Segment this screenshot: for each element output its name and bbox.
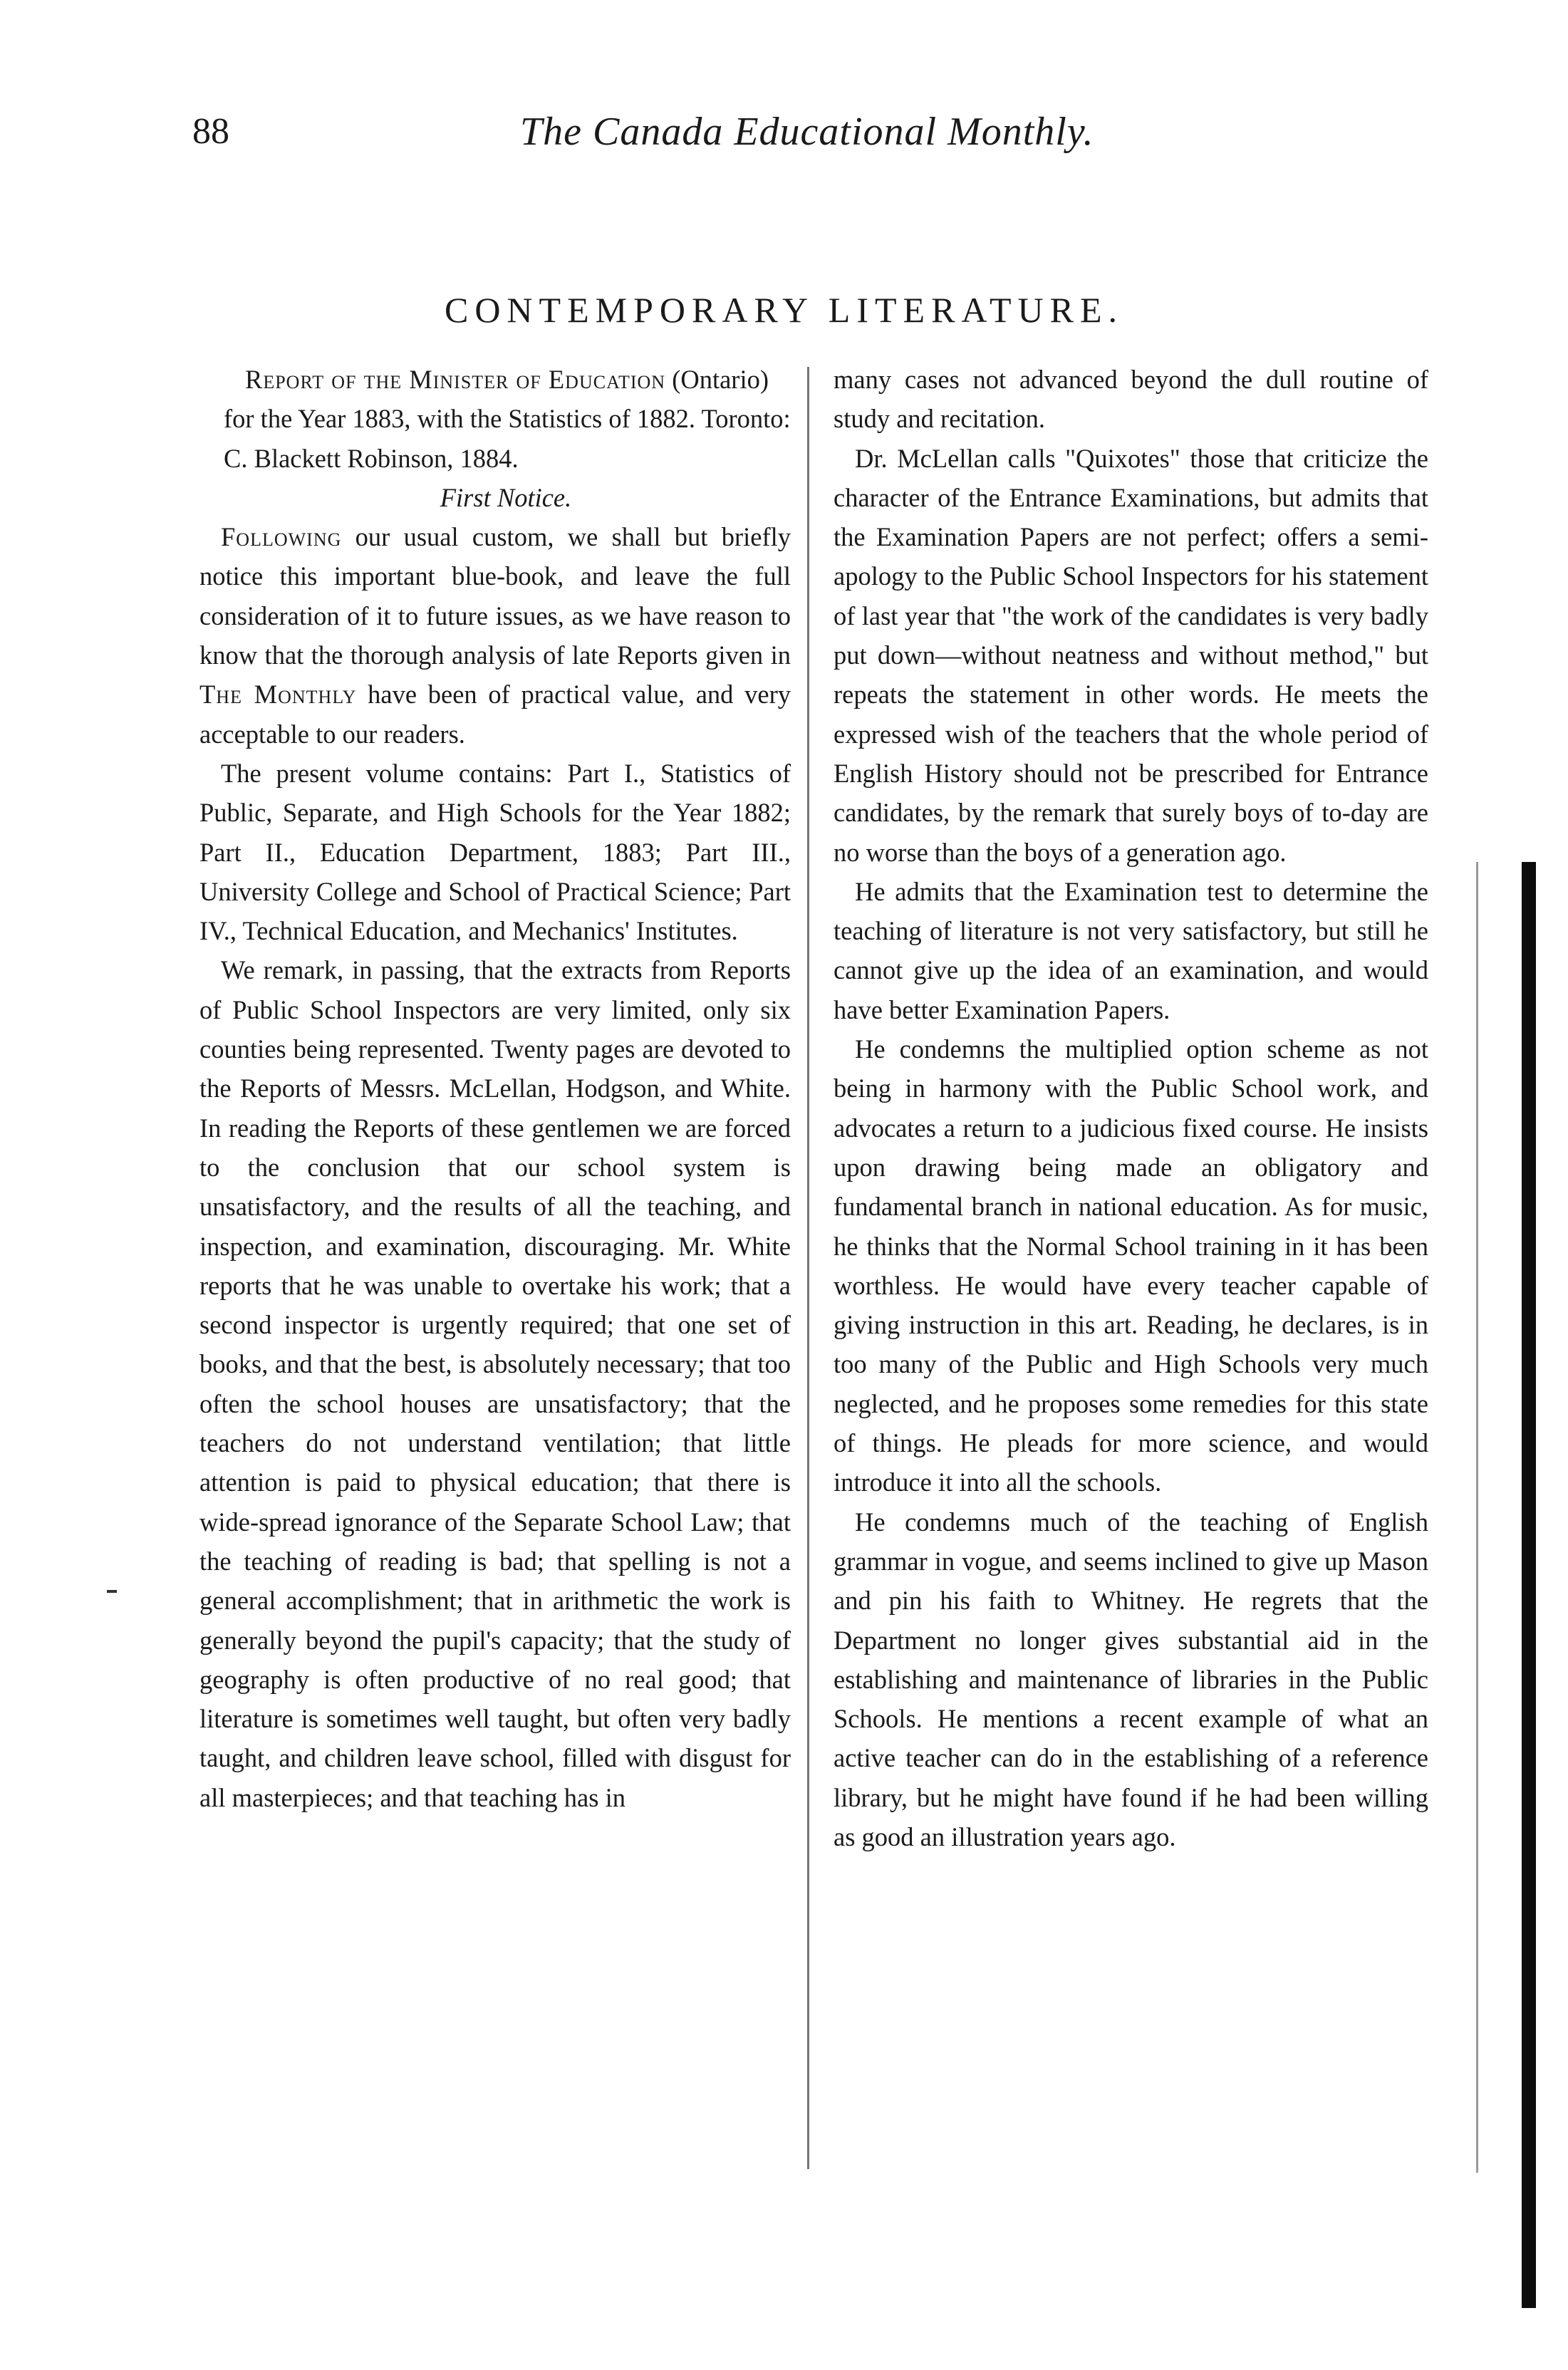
scan-edge-bar [1522, 862, 1536, 2308]
running-head [192, 107, 1403, 171]
page-number: 88 [192, 111, 229, 152]
paragraph-continued: many cases not advanced beyond the dull routine of study and recitation. [834, 365, 1428, 434]
paragraph-examination-test: He admits that the Examination test to determine the teaching of literature is not very satisfactory, but still he cannot give up the idea of an examination, and would have better Examination Papers. [834, 876, 1428, 1024]
journal-title: The Canada Educational Monthly. [520, 110, 1094, 154]
scan-edge-line [1476, 862, 1478, 2173]
review-citation [199, 360, 791, 478]
right-column [834, 360, 1428, 1856]
column-divider [807, 367, 809, 2169]
paragraph-1-lead: Following [221, 522, 342, 552]
citation-lead: Report of the Minister of Education [245, 365, 666, 394]
paragraph-2: The present volume contains: Part I., Statistics of Public, Separate, and High Schools for the Year 1882; Part II., Education Department, 1883; Part III., University College and School of Practical Science; Part IV., Technical Education, and Mechanics' Institutes. [199, 758, 791, 946]
left-column [199, 360, 791, 1817]
paragraph-1-text-a: our usual custom, we shall but briefly notice this important blue-book, and leave the full consideration of it to future issues, as we have reason to know that the thorough analysis of late Reports given in [199, 522, 791, 670]
paragraph-1-text-b: have been of practical value, and very acceptable to our readers. [199, 680, 791, 749]
first-notice-label: First Notice. [440, 482, 572, 512]
stray-ink-mark [107, 1590, 117, 1593]
paragraph-3: We remark, in passing, that the extracts from Reports of Public School Inspectors are very limited, only six counties being represented. Twenty pages are devoted to the Reports of Messrs. McLellan, Hodgson, and White. In reading the Reports of these gentlemen we are forced to the conclusion that our school system is unsatisfactory, and the results of all the teaching, and inspection, and examination, discouraging. Mr. White reports that he was unable to overtake his work; that a second inspector is urgently required; that one set of books, and that the best, is absolutely necessary; that too often the school houses are unsatisfactory; that the teachers do not understand ventilation; that little attention is paid to physical education; that there is wide-spread ignorance of the Separate School Law; that the teaching of reading is bad; that spelling is not a general accomplishment; that in arithmetic the work is generally beyond the pupil's capacity; that the study of geography is often productive of no real good; that literature is sometimes well taught, but often very badly taught, and children leave school, filled with disgust for all masterpieces; and that teaching has in [199, 955, 791, 1812]
paragraph-1 [199, 517, 791, 754]
monthly-name: The Monthly [199, 680, 357, 710]
paragraph-mclellan: Dr. McLellan calls "Quixotes" those that criticize the character of the Entrance Examinations, but admits that the Examination Papers are not perfect; offers a semi-apology to the Public School Inspectors for his statement of last year that "the work of the candidates is very badly put down—without neatness and without method," but repeats the statement in other words. He meets the expressed wish of the teachers that the whole period of English History should not be prescribed for Entrance candidates, by the remark that surely boys of to-day are no worse than the boys of a generation ago. [834, 443, 1428, 867]
citation-rest: (Ontario) for the Year 1883, with the Statistics of 1882. Toronto: C. Blackett Robinson, 1884. [224, 365, 791, 473]
section-title: CONTEMPORARY LITERATURE. [444, 290, 1124, 330]
paragraph-grammar: He condemns much of the teaching of English grammar in vogue, and seems inclined to give up Mason and pin his faith to Whitney. He regrets that the Department no longer gives substantial aid in the establishing and maintenance of libraries in the Public Schools. He mentions a recent example of what an active teacher can do in the establishing of a reference library, but he might have found if he had been willing as good an illustration years ago. [834, 1507, 1428, 1851]
paragraph-option-scheme: He condemns the multiplied option scheme as not being in harmony with the Public School work, and advocates a return to a judicious fixed course. He insists upon drawing being made an obligatory and fundamental branch in national education. As for music, he thinks that the Normal School training in it has been worthless. He would have every teacher capable of giving instruction in this art. Reading, he declares, is in too many of the Public and High Schools very much neglected, and he proposes some remedies for this state of things. He pleads for more science, and would introduce it into all the schools. [834, 1034, 1428, 1497]
